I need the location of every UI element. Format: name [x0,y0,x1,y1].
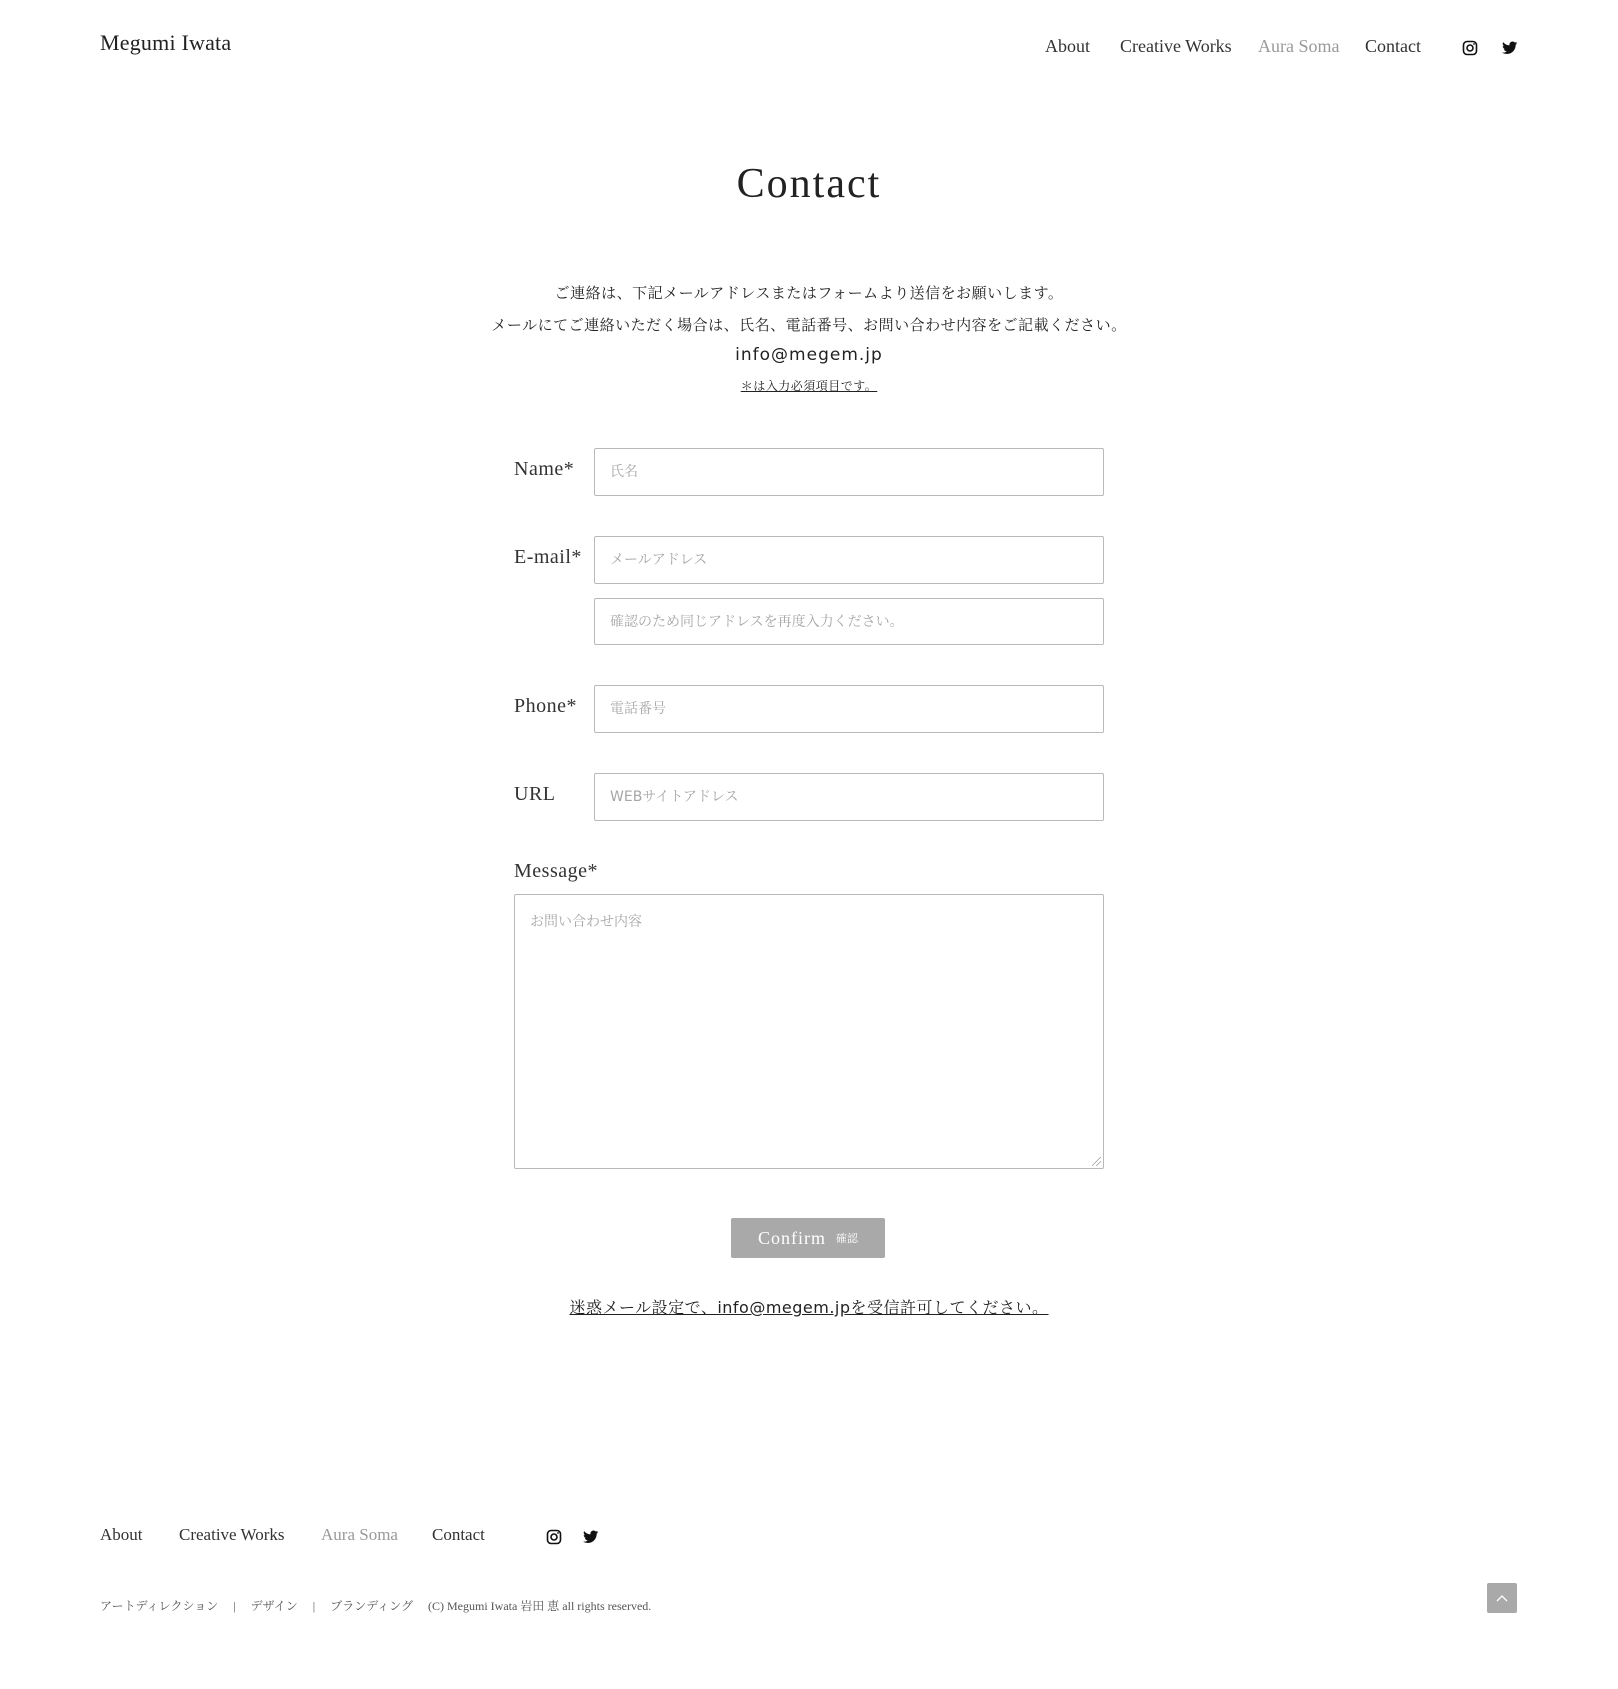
intro-line-2: メールにてご連絡いただく場合は、氏名、電話番号、お問い合わせ内容をご記載ください。 [491,316,1127,334]
name-input[interactable] [610,464,1088,480]
footer-nav-contact[interactable]: Contact [432,1525,485,1544]
phone-label: Phone* [514,695,577,717]
footer-service-branding: ブランディング [330,1599,413,1613]
back-to-top-button[interactable] [1487,1583,1517,1613]
footer-service-art-direction: アートディレクション [100,1599,219,1613]
message-field[interactable] [514,894,1104,1169]
confirm-button[interactable] [731,1218,885,1258]
footer-instagram-icon[interactable] [546,1529,562,1545]
footer-separator: | [233,1599,236,1613]
name-label: Name* [514,458,575,480]
top-nav [0,36,1618,60]
spam-mail-note: 迷惑メール設定で、info@megem.jpを受信許可してください。 [569,1298,1049,1317]
message-textarea[interactable] [530,911,1088,1152]
url-label: URL [514,783,556,805]
url-field[interactable] [594,773,1104,821]
footer-service-design: デザイン [250,1599,298,1613]
chevron-up-icon [1496,1594,1508,1602]
phone-field[interactable] [594,685,1104,733]
nav-creative-works[interactable]: Creative Works [1120,36,1232,56]
footer-twitter-icon[interactable] [583,1529,599,1545]
footer-separator: | [312,1599,316,1613]
message-label: Message* [514,860,598,882]
nav-aura-soma[interactable]: Aura Soma [1258,36,1340,56]
footer-nav-aura-soma[interactable]: Aura Soma [321,1525,398,1544]
name-field[interactable] [594,448,1104,496]
instagram-icon[interactable] [1462,40,1478,56]
footer-nav-about[interactable]: About [100,1525,143,1544]
email-confirm-field[interactable] [594,598,1104,645]
confirm-button-sublabel: 確認 [836,1232,858,1245]
required-note: ＊は入力必須項目です。 [740,379,878,393]
confirm-button-label: Confirm [758,1227,826,1248]
footer-copyright: (C) Megumi Iwata 岩田 恵 all rights reserved. [428,1599,652,1613]
phone-input[interactable] [610,701,1088,717]
nav-contact[interactable]: Contact [1365,36,1421,56]
contact-email[interactable]: info@megem.jp [735,345,883,365]
intro-line-1: ご連絡は、下記メールアドレスまたはフォームより送信をお願いします。 [554,284,1064,302]
page-title: Contact [736,161,882,207]
twitter-icon[interactable] [1502,40,1518,56]
email-input[interactable] [610,552,1088,568]
email-confirm-input[interactable] [610,614,1088,630]
footer-nav-creative-works[interactable]: Creative Works [179,1525,285,1544]
resize-handle[interactable] [1092,1157,1101,1166]
nav-about[interactable]: About [1045,36,1090,56]
url-input[interactable] [610,789,1088,805]
email-label: E-mail* [514,546,582,568]
site-title[interactable]: Megumi Iwata [100,30,232,55]
footer-credits [100,1597,663,1614]
email-field[interactable] [594,536,1104,584]
